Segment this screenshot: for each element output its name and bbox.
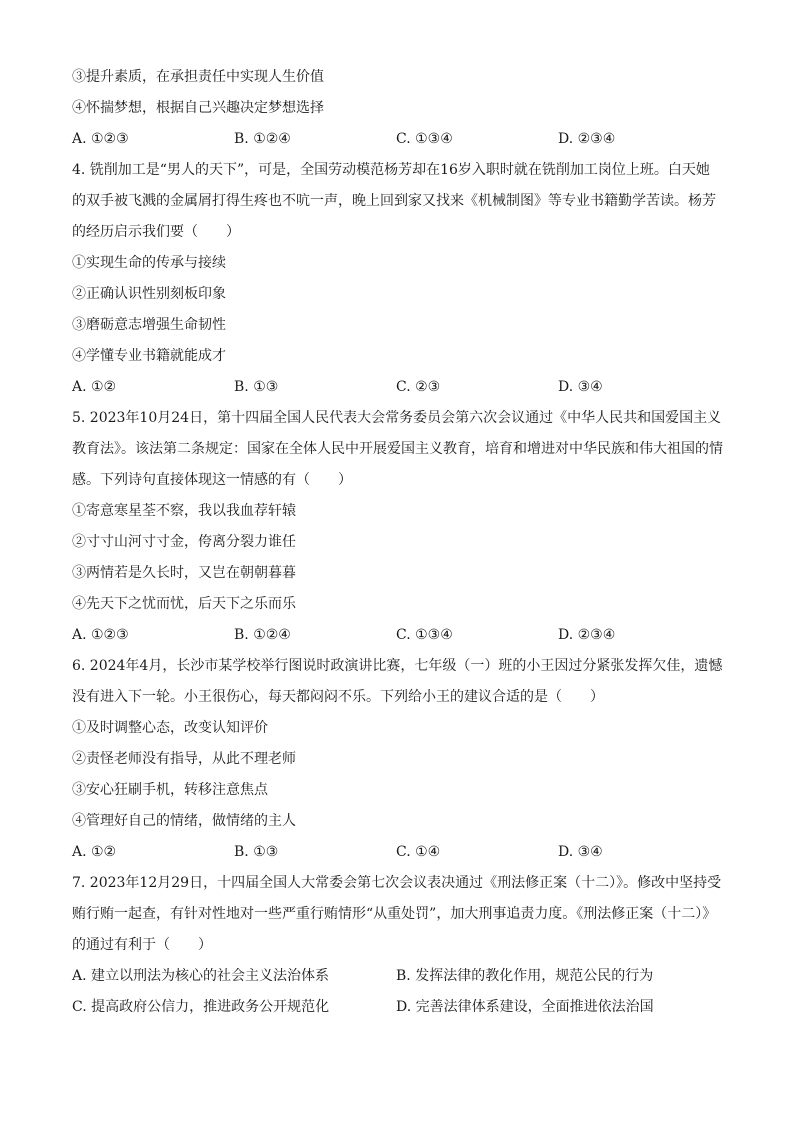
q6-stem-line-2: 没有进入下一轮。小王很伤心，每天都闷闷不乐。下列给小王的建议合适的是（ ） — [72, 689, 604, 705]
q7-stem-line-3: 的通过有利于（ ） — [72, 937, 212, 953]
exam-page — [72, 62, 724, 1023]
q4-statement-3: ③磨砺意志增强生命韧性 — [72, 317, 226, 333]
q5-stem-line-3: 感。下列诗句直接体现这一情感的有（ ） — [72, 472, 352, 488]
q7-stem-line-2: 贿行贿一起查，有针对性地对一些严重行贿情形“从重处罚”，加大刑事追责力度。《刑法修正案（十二）》 — [72, 906, 717, 922]
q4-stem-line-1: 4. 铣削加工是“男人的天下”，可是，全国劳动模范杨芳却在16岁入职时就在铣削加工岗位上班。白天她 — [72, 162, 710, 178]
q6-statement-2: ②责怪老师没有指导，从此不理老师 — [72, 751, 296, 767]
q4-option-a[interactable]: A. ①② — [72, 379, 117, 395]
q5-statement-2: ②寸寸山河寸寸金，侉离分裂力谁任 — [72, 534, 296, 550]
q7-option-b[interactable]: B. 发挥法律的教化作用，规范公民的行为 — [396, 968, 654, 984]
q6-option-b[interactable]: B. ①③ — [234, 844, 279, 860]
q7-option-c[interactable]: C. 提高政府公信力，推进政务公开规范化 — [72, 999, 330, 1015]
q5-option-a[interactable]: A. ①②③ — [72, 627, 129, 643]
q6-options — [72, 837, 724, 868]
q5-option-c[interactable]: C. ①③④ — [396, 627, 453, 643]
q5-stem-line-2: 教育法》。该法第二条规定：国家在全体人民中开展爱国主义教育，培育和增进对中华民族和伟大祖国的情 — [72, 441, 723, 457]
q7-option-d[interactable]: D. 完善法律体系建设，全面推进依法治国 — [396, 999, 654, 1015]
q3-statement-4: ④怀揣梦想，根据自己兴趣决定梦想选择 — [72, 100, 324, 116]
q7-options-row-1 — [72, 961, 724, 992]
q7-option-a[interactable]: A. 建立以刑法为核心的社会主义法治体系 — [72, 968, 330, 984]
q5-statement-1: ①寄意寒星荃不察，我以我血荐轩辕 — [72, 503, 296, 519]
q6-statement-1: ①及时调整心态，改变认知评价 — [72, 720, 268, 736]
q4-statement-1: ①实现生命的传承与接续 — [72, 255, 226, 271]
q4-option-d[interactable]: D. ③④ — [558, 379, 603, 395]
q3-statement-3: ③提升素质，在承担责任中实现人生价值 — [72, 69, 324, 85]
q3-option-b[interactable]: B. ①②④ — [234, 131, 291, 147]
q5-statement-3: ③两情若是久长时，又岂在朝朝暮暮 — [72, 565, 296, 581]
q3-option-a[interactable]: A. ①②③ — [72, 131, 129, 147]
q5-option-d[interactable]: D. ②③④ — [558, 627, 616, 643]
q3-options — [72, 124, 724, 155]
q3-option-d[interactable]: D. ②③④ — [558, 131, 616, 147]
q5-options — [72, 620, 724, 651]
q6-option-a[interactable]: A. ①② — [72, 844, 117, 860]
q5-option-b[interactable]: B. ①②④ — [234, 627, 291, 643]
q7-options-row-2 — [72, 992, 724, 1023]
q7-stem-line-1: 7. 2023年12月29日，十四届全国人大常委会第七次会议表决通过《刑法修正案（十二）》。修改中坚持受 — [72, 875, 722, 891]
q4-statement-4: ④学懂专业书籍就能成才 — [72, 348, 226, 364]
q6-option-c[interactable]: C. ①④ — [396, 844, 441, 860]
q5-statement-4: ④先天下之忧而忧，后天下之乐而乐 — [72, 596, 296, 612]
q4-option-c[interactable]: C. ②③ — [396, 379, 441, 395]
q4-option-b[interactable]: B. ①③ — [234, 379, 279, 395]
q3-option-c[interactable]: C. ①③④ — [396, 131, 453, 147]
q4-stem-line-3: 的经历启示我们要（ ） — [72, 224, 240, 240]
q5-stem-line-1: 5. 2023年10月24日，第十四届全国人民代表大会常务委员会第六次会议通过《中华人民共和国爱国主义 — [72, 410, 722, 426]
q6-statement-4: ④管理好自己的情绪，做情绪的主人 — [72, 813, 296, 829]
q4-options — [72, 372, 724, 403]
q6-option-d[interactable]: D. ③④ — [558, 844, 603, 860]
q6-statement-3: ③安心狂刷手机，转移注意焦点 — [72, 782, 268, 798]
q4-statement-2: ②正确认识性别刻板印象 — [72, 286, 226, 302]
q4-stem-line-2: 的双手被飞溅的金属屑打得生疼也不吭一声，晚上回到家又找来《机械制图》等专业书籍勤学苦读。杨芳 — [72, 193, 716, 209]
q6-stem-line-1: 6. 2024年4月，长沙市某学校举行图说时政演讲比赛，七年级（一）班的小王因过分紧张发挥欠佳，遗憾 — [72, 658, 723, 674]
